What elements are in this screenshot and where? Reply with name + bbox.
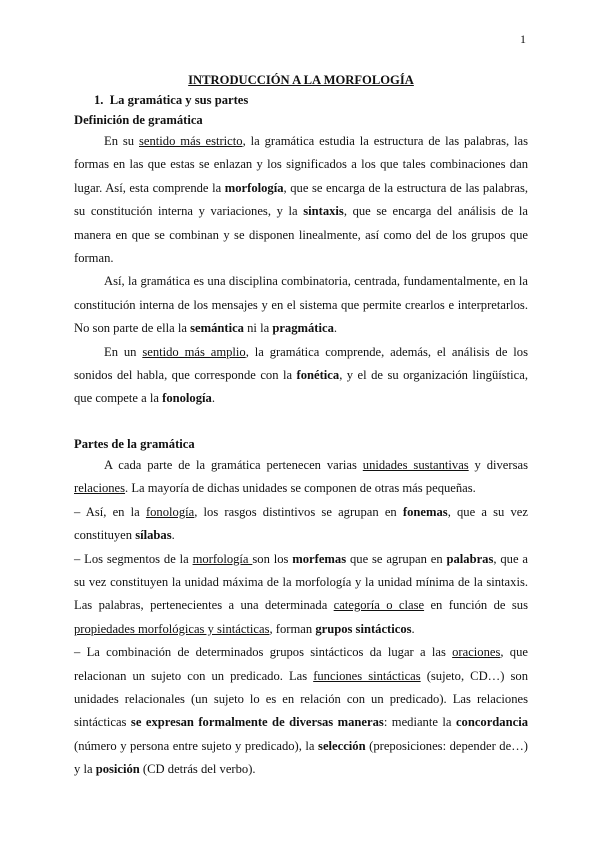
document-title: INTRODUCCIÓN A LA MORFOLOGÍA — [188, 73, 414, 87]
bold-term: semántica — [190, 321, 244, 336]
partes-paragraph-1 — [74, 454, 528, 501]
text-run: A cada parte de la gramática pertenecen varias — [104, 457, 363, 472]
document-body — [74, 70, 528, 782]
text-run: En su — [104, 134, 140, 148]
bold-term: sílabas — [135, 528, 172, 543]
underlined-term: funciones sintácticas — [313, 668, 421, 683]
text-run: , la gramática comprende, además, el análisis de los sonidos del habla, que corresponde con la — [74, 344, 528, 383]
bold-term: pragmática — [272, 321, 334, 336]
partes-paragraph-2 — [74, 501, 528, 548]
text-run: . — [333, 321, 338, 336]
text-run: , que a su vez constituyen — [74, 504, 528, 543]
bold-term: fonología — [162, 391, 212, 406]
text-run: (sujeto, CD…) son unidades relacionales (un sujeto lo es en relación con un predicado). Las relaciones sintácticas — [74, 668, 528, 730]
bold-term: posición — [95, 762, 140, 777]
text-run: , que relacionan un sujeto con un predicado. Las — [74, 645, 528, 683]
page-number: 1 — [520, 32, 526, 46]
underlined-term: sentido más amplio — [142, 344, 246, 359]
text-run: (número y persona entre sujeto y predicado), la — [74, 738, 319, 753]
text-run: , que se encarga del análisis de la manera en que se combinan y se disponen linealmente, así como del de los grupos que forman. — [74, 204, 529, 266]
section-number: 1. — [94, 93, 104, 107]
text-run: – Así, en la — [74, 504, 146, 519]
text-run: – La combinación de determinados grupos sintácticos da lugar a las — [74, 645, 453, 660]
underlined-term: categoría o clase — [333, 598, 425, 613]
definicion-heading: Definición de gramática — [74, 113, 203, 127]
text-run: . — [211, 391, 215, 406]
section-title: La gramática y sus partes — [109, 93, 249, 107]
text-run: , los rasgos distintivos se agrupan en — [194, 504, 403, 519]
text-run: . — [411, 621, 415, 636]
underlined-term: relaciones — [74, 481, 126, 496]
definicion-paragraph-1 — [74, 130, 528, 270]
text-run: (preposiciones: depender de…) y la — [74, 738, 528, 777]
text-run: en función de sus — [424, 598, 528, 613]
text-run: En un — [104, 344, 143, 359]
text-run: , la gramática estudia la estructura de las palabras, las formas en las que estas se enlazan y los significados a los que tales combinaciones dan lugar. Así, esta comprende la — [74, 134, 529, 195]
text-run: , forman — [269, 621, 316, 636]
underlined-term: unidades sustantivas — [362, 457, 469, 472]
text-run: – Los segmentos de la — [74, 551, 193, 566]
section-heading — [74, 90, 528, 110]
bold-term: concordancia — [455, 715, 528, 730]
text-run: . La mayoría de dichas unidades se componen de otras más pequeñas. — [125, 481, 476, 496]
underlined-term: morfología — [192, 551, 253, 566]
text-run: y diversas — [468, 457, 528, 472]
definicion-paragraph-2 — [74, 270, 528, 340]
partes-paragraph-4 — [74, 641, 528, 781]
text-run: Así, la gramática es una disciplina combinatoria, centrada, fundamentalmente, en la constitución interna de los mensajes y en el sistema que permite crearlos e interpretarlos. No son parte de ella la — [74, 274, 528, 336]
bold-term: sintaxis — [303, 204, 344, 219]
text-run: (CD detrás del verbo). — [139, 762, 256, 777]
bold-term: grupos sintácticos — [315, 621, 412, 636]
underlined-term: oraciones — [452, 645, 501, 660]
underlined-term: sentido más estricto — [139, 134, 243, 148]
bold-term: selección — [318, 738, 366, 753]
text-run: , que se encarga de la estructura de las palabras, su constitución interna y variaciones, y la — [74, 180, 528, 219]
bold-term: morfología — [224, 180, 284, 195]
text-run: : mediante la — [383, 715, 456, 730]
text-run: . — [171, 528, 175, 543]
bold-term: fonemas — [402, 504, 448, 519]
partes-heading: Partes de la gramática — [74, 436, 195, 451]
text-run: ni la — [243, 321, 273, 336]
bold-term: palabras — [446, 551, 494, 566]
text-run: son los — [252, 551, 293, 566]
underlined-term: propiedades morfológicas y sintácticas — [74, 621, 270, 636]
definicion-paragraph-3 — [74, 341, 528, 411]
text-run: , y el de su organización lingüística, que compete a la — [74, 368, 528, 406]
partes-paragraph-3 — [74, 548, 528, 642]
text-run: , que a su vez constituyen la unidad máxima de la morfología y la unidad mínima de la sintaxis. Las palabras, pertenecientes a una determinada — [74, 551, 528, 613]
underlined-term: fonología — [145, 504, 195, 519]
bold-term: morfemas — [292, 551, 347, 566]
bold-term: fonética — [296, 368, 340, 383]
text-run: que se agrupan en — [346, 551, 447, 566]
bold-term: se expresan formalmente de diversas maneras — [130, 715, 384, 730]
